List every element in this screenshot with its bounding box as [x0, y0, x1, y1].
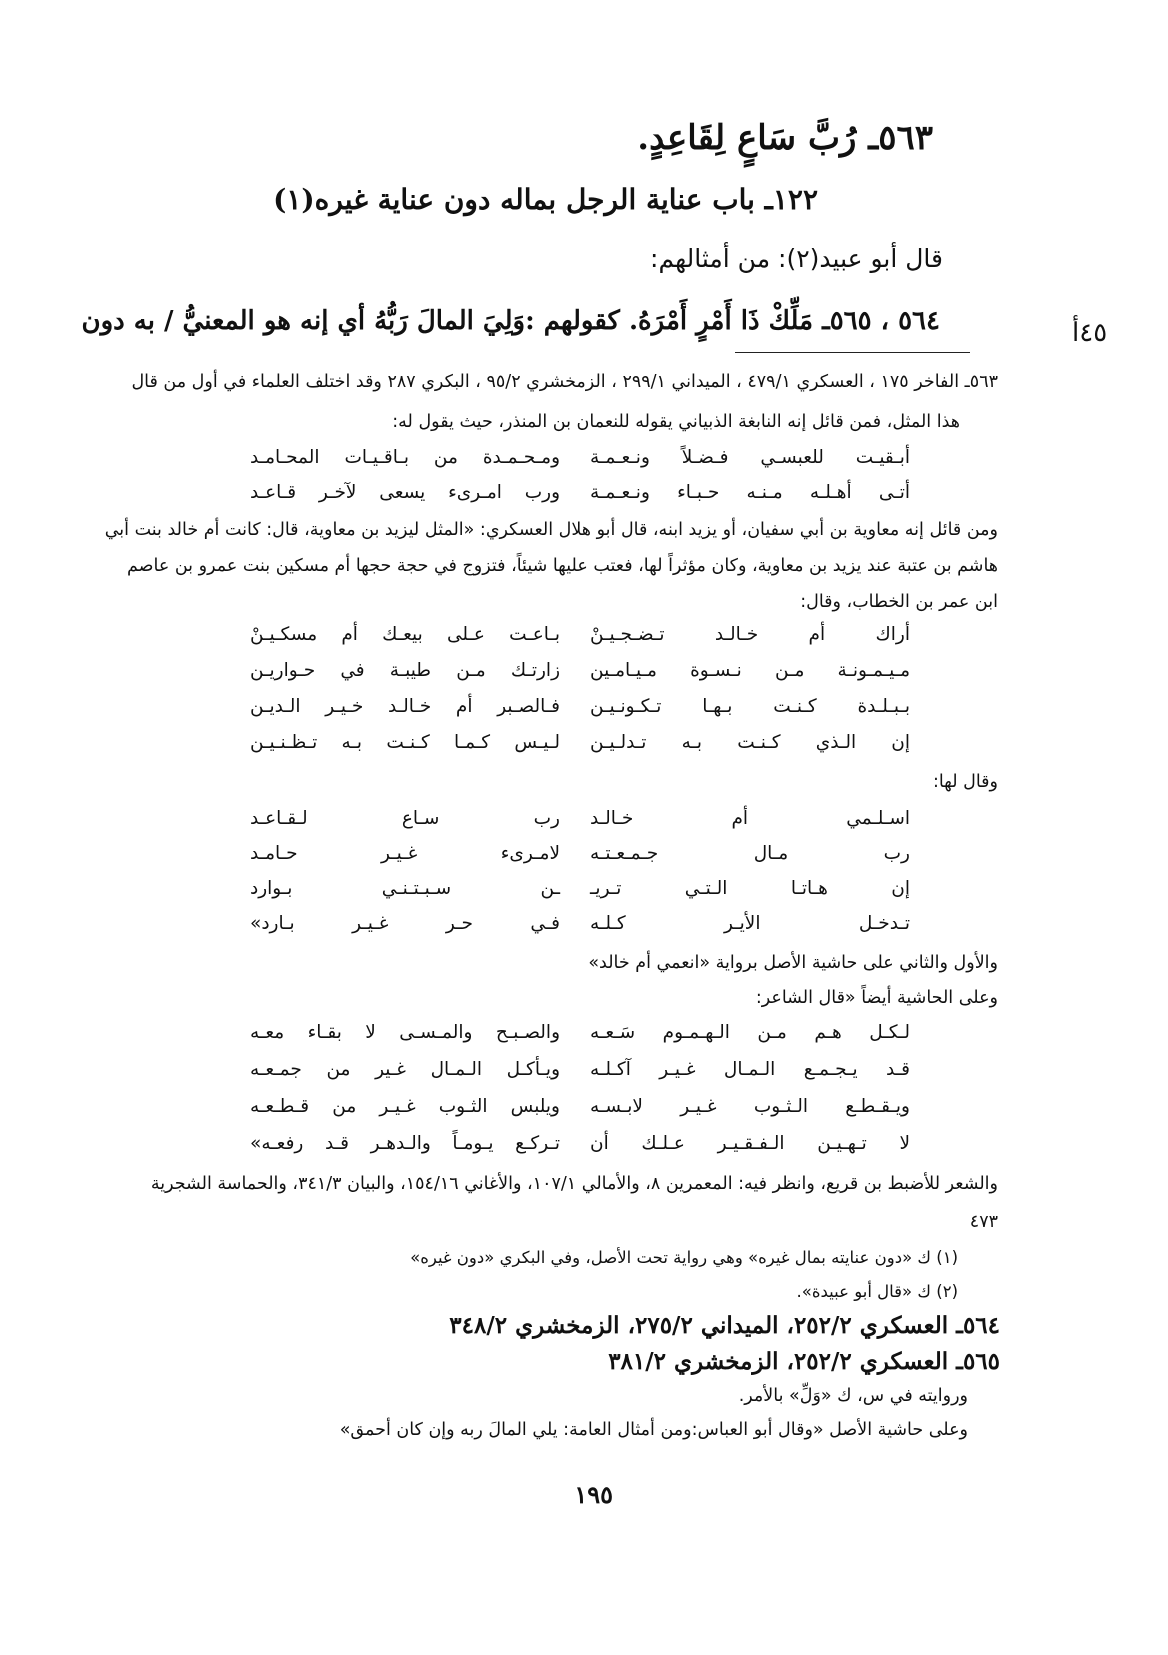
verse-row [250, 913, 910, 939]
verse-row [250, 1059, 910, 1085]
verse-first-hemistich: بـبـلـدة كـنـت بـهـا تـكـونـيـن [590, 696, 910, 717]
note-565: ٥٦٥ـ العسكري ٢٥٢/٢، الزمخشري ٣٨١/٢ [608, 1348, 1000, 1375]
margin-folio-ref: ٤٥أ [1072, 318, 1108, 348]
verse-first-hemistich: اسـلـمي أم خـالـد [590, 808, 910, 829]
verse-first-hemistich: أتـى أهـلـه مـنـه حـبـاء ونـعـمـة [590, 482, 910, 503]
verse-row [250, 732, 910, 758]
verse-first-hemistich: إن الـذي كـنـت بـه تـدلـيـن [590, 732, 910, 753]
verse-second-hemistich: رب سـاع لـقـاعـد [250, 808, 560, 829]
page-number: ١٩٥ [574, 1480, 613, 1509]
verse-row [250, 696, 910, 722]
paragraph-5-line-1: والشعر للأضبط بن قريع، وانظر فيه: المعمرين ٨، والأمالي ١٠٧/١، والأغاني ١٥٤/١٦، والبيان ٣٤١/٣، والحماسة الشجرية [150, 1174, 998, 1194]
verse-second-hemistich: والصـبـح والمـسـى لا بقـاء معـه [250, 1022, 560, 1043]
said-to-her: وقال لها: [932, 772, 998, 792]
paragraph-3: والأول والثاني على حاشية الأصل برواية «انعمي أم خالد» [588, 953, 998, 973]
verse-second-hemistich: ويلبس الثـوب غـيـر من قـطـعـه [250, 1096, 560, 1117]
verse-row [250, 660, 910, 686]
verse-row [250, 843, 910, 869]
intro-text: قال أبو عبيد(٢): من أمثالهم: [650, 244, 943, 273]
note-563-line-1: ٥٦٣ـ الفاخر ١٧٥ ، العسكري ٤٧٩/١ ، الميداني ٢٩٩/١ ، الزمخشري ٩٥/٢ ، البكري ٢٨٧ وقد اختلف العلماء في أول من قال [131, 372, 998, 392]
paragraph-2-line-2: هاشم بن عتبة عند يزيد بن معاوية، وكان مؤثراً لها، فعتب عليها شيئاً، فتزوج في حجة حجها أم مسكين بنت عمرو بن عاصم [127, 556, 998, 576]
chapter-title: ١٢٢ـ باب عناية الرجل بماله دون عناية غيره(١) [273, 183, 818, 216]
verse-second-hemistich: فـي حـر غـيـر بـارد» [250, 913, 560, 934]
paragraph-4: وعلى الحاشية أيضاً «قال الشاعر: [755, 988, 998, 1008]
note-565-variant: وروايته في س، ك «وَلِّ» بالأمر. [738, 1386, 968, 1406]
verse-first-hemistich: ويـقـطـع الـثـوب غـيـر لابـسـه [590, 1096, 910, 1117]
paragraph-2-line-3: ابن عمر بن الخطاب، وقال: [800, 592, 998, 612]
verse-second-hemistich: فـالصـبر أم خـالـد خـيـر الـديـن [250, 696, 560, 717]
verse-second-hemistich: ويـأكـل الـمـال غـير من جمـعـه [250, 1059, 560, 1080]
proverb-564-565: ٥٦٤ ، ٥٦٥ـ مَلِّكْ ذَا أَمْرٍ أَمْرَهُ. كقولهم :وَلِيَ المالَ رَبُّهُ أي إنه هو المعنيُّ / به دون [81, 306, 940, 336]
verse-second-hemistich: تـركـع يـومـاً والـدهـر قـد رفعـه» [250, 1133, 560, 1154]
verse-first-hemistich: لـكـل هـم مـن الـهـمـوم سَـعـه [590, 1022, 910, 1043]
verse-row [250, 1133, 910, 1159]
paragraph-5-line-2: ٤٧٣ [969, 1212, 998, 1232]
verse-second-hemistich: زارتـك مـن طيبـة في حـواريـن [250, 660, 560, 681]
verse-second-hemistich: ـن سـبـتـنـي بـوارد [250, 878, 560, 899]
verse-first-hemistich: تـدخـل الأيـر كـلـه [590, 913, 910, 934]
verse-first-hemistich: مـيـمـونـة مـن نـسـوة مـيـامـين [590, 660, 910, 681]
verse-row [250, 447, 910, 473]
verse-first-hemistich: رب مـال جـمـعـتـه [590, 843, 910, 864]
footnote-1: (١) ك «دون عنايته بمال غيره» وهي رواية تحت الأصل، وفي البكري «دون غيره» [410, 1248, 958, 1267]
verse-first-hemistich: لا تـهـيـن الـفـقـيـر عـلـك أن [590, 1133, 910, 1154]
verse-second-hemistich: ومـحـمـدة من بـاقـيـات المحـامـد [250, 447, 560, 468]
note-564: ٥٦٤ـ العسكري ٢٥٢/٢، الميداني ٢٧٥/٢، الزمخشري ٣٤٨/٢ [449, 1312, 1000, 1339]
verse-row [250, 1096, 910, 1122]
verse-first-hemistich: إن هـاتـا الـتـي تـريـ [590, 878, 910, 899]
note-565-margin: وعلى حاشية الأصل «وقال أبو العباس:ومن أمثال العامة: يلي المالَ ربه وإن كان أحمق» [339, 1420, 968, 1440]
footnote-2: (٢) ك «قال أبو عبيدة». [796, 1282, 958, 1301]
verse-row [250, 482, 910, 508]
paragraph-2-line-1: ومن قائل إنه معاوية بن أبي سفيان، أو يزيد ابنه، قال أبو هلال العسكري: «المثل ليزيد بن معاوية، قال: كانت أم خالد بنت أبي [104, 520, 998, 540]
verse-first-hemistich: أراك أم خـالـد تـضـجـيـنْ [590, 624, 910, 645]
verse-first-hemistich: قـد يـجـمـع الـمـال غـيـر آكـلـه [590, 1059, 910, 1080]
proverb-563-heading: ٥٦٣ـ رُبَّ سَاعٍ لِقَاعِدٍ. [637, 118, 933, 158]
verse-row [250, 878, 910, 904]
verse-second-hemistich: بـاعـت عـلى بيعـك أم مسكـيـنْ [250, 624, 560, 645]
verse-row [250, 808, 910, 834]
verse-row [250, 1022, 910, 1048]
verse-second-hemistich: ورب امـرىء يسعى لآخـر قـاعـد [250, 482, 560, 503]
header-divider [735, 352, 970, 353]
verse-first-hemistich: أبـقيـت للعبسـي فـضـلاً ونـعـمـة [590, 447, 910, 468]
verse-second-hemistich: لامـرىء غـيـر حـامـد [250, 843, 560, 864]
verse-row [250, 624, 910, 650]
verse-second-hemistich: لـيـس كـمـا كـنـت بـه تـظـنـيـن [250, 732, 560, 753]
note-563-line-2: هذا المثل، فمن قائل إنه النابغة الذبياني يقوله للنعمان بن المنذر، حيث يقول له: [392, 412, 960, 432]
